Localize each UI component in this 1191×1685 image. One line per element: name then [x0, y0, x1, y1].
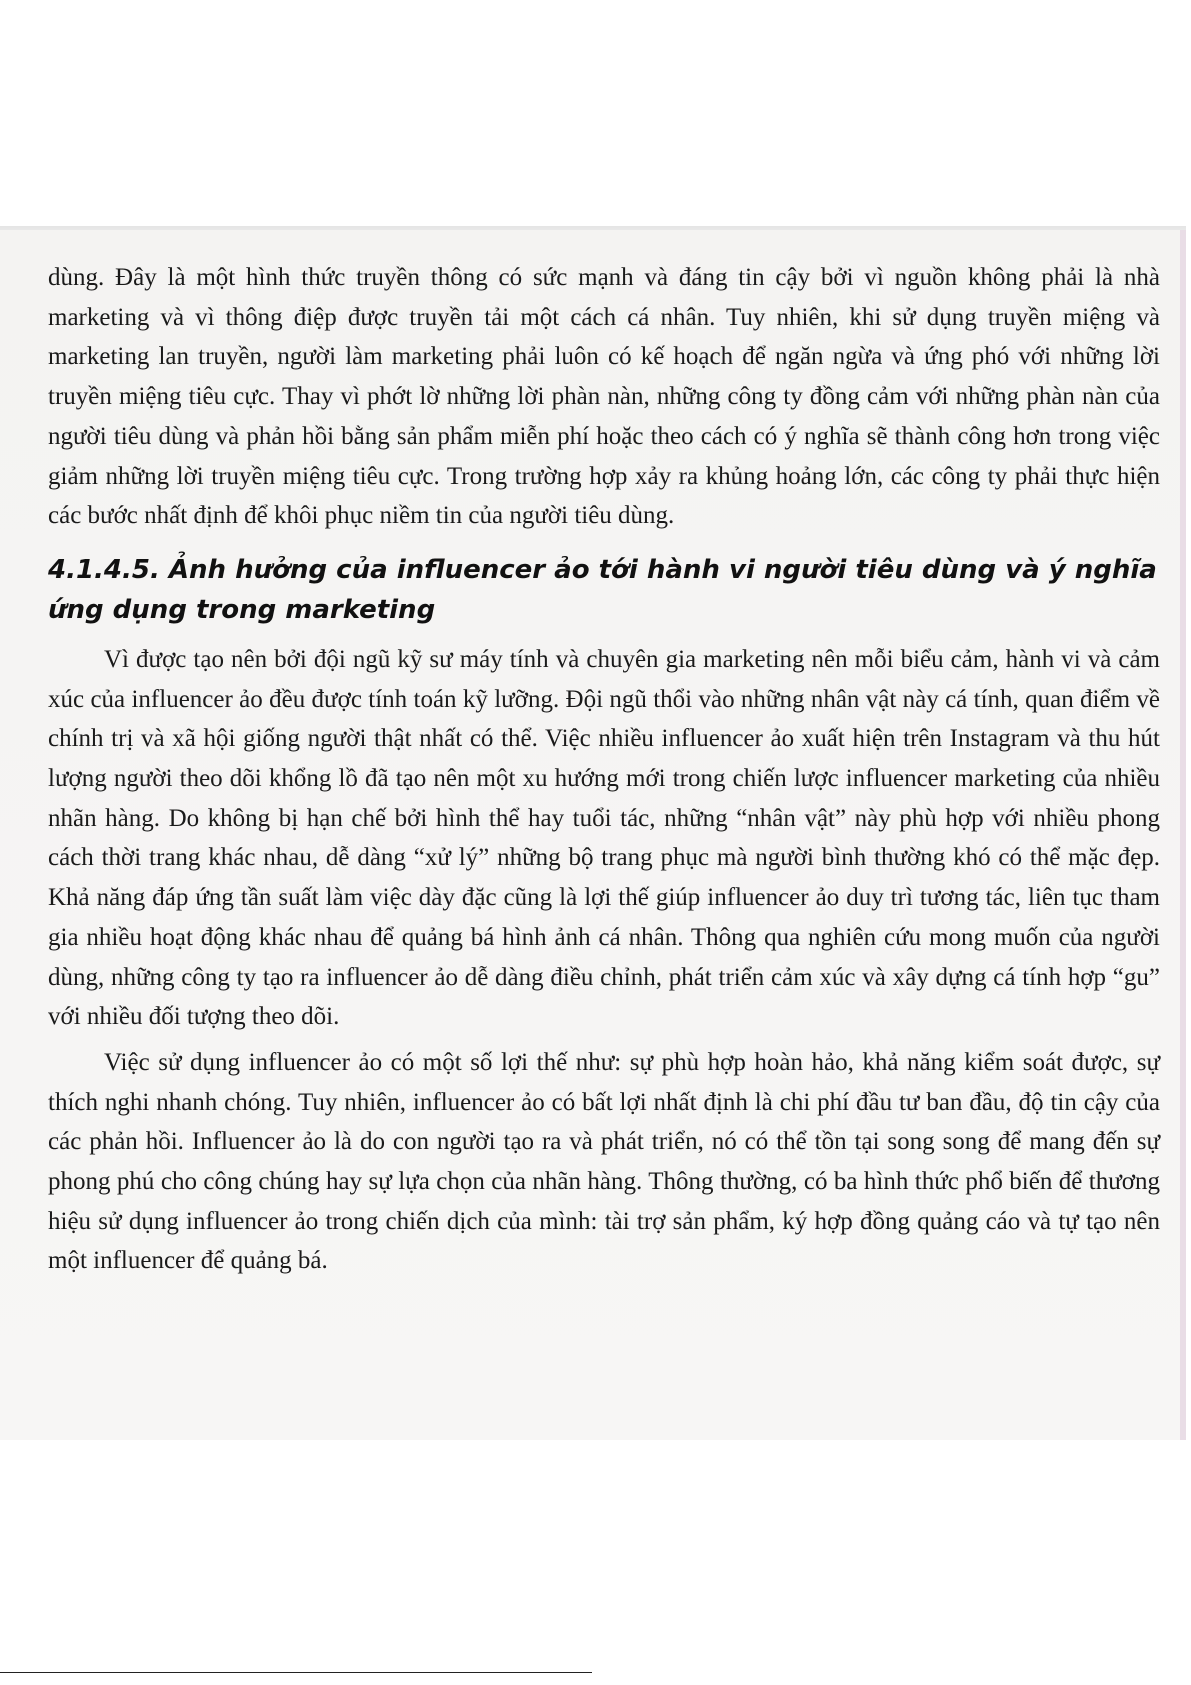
section-heading: 4.1.4.5. Ảnh hưởng của influencer ảo tới hành vi người tiêu dùng và ý nghĩa ứng dụng trong marketing	[48, 554, 1157, 625]
document-body	[48, 258, 1160, 1281]
paragraph-continuation: dùng. Đây là một hình thức truyền thông có sức mạnh và đáng tin cậy bởi vì nguồn không phải là nhà marketing và vì thông điệp được truyền tải một cách cá nhân. Tuy nhiên, khi sử dụng truyền miệng và marketing lan truyền, người làm marketing phải luôn có kế hoạch để ngăn ngừa và ứng phó với những lời truyền miệng tiêu cực. Thay vì phớt lờ những lời phàn nàn, những công ty đồng cảm với những phàn nàn của người tiêu dùng và phản hồi bằng sản phẩm miễn phí hoặc theo cách có ý nghĩa sẽ thành công hơn trong việc giảm những lời truyền miệng tiêu cực. Trong trường hợp xảy ra khủng hoảng lớn, các công ty phải thực hiện các bước nhất định để khôi phục niềm tin của người tiêu dùng.	[48, 264, 1160, 530]
footnote-rule	[0, 1672, 592, 1673]
page-edge-right	[1180, 230, 1186, 1440]
paragraph-virtual-influencer-advantages: Việc sử dụng influencer ảo có một số lợi thế như: sự phù hợp hoàn hảo, khả năng kiểm soát được, sự thích nghi nhanh chóng. Tuy nhiên, influencer ảo có bất lợi nhất định là chi phí đầu tư ban đầu, độ tin cậy của các phản hồi. Influencer ảo là do con người tạo ra và phát triển, nó có thể tồn tại song song để mang đến sự phong phú cho công chúng hay sự lựa chọn của nhãn hàng. Thông thường, có ba hình thức phổ biến để thương hiệu sử dụng influencer ảo trong chiến dịch của mình: tài trợ sản phẩm, ký hợp đồng quảng cáo và tự tạo nên một influencer để quảng bá.	[48, 1048, 1160, 1275]
paragraph-virtual-influencer-behavior: Vì được tạo nên bởi đội ngũ kỹ sư máy tính và chuyên gia marketing nên mỗi biểu cảm, hành vi và cảm xúc của influencer ảo đều được tính toán kỹ lưỡng. Đội ngũ thổi vào những nhân vật này cá tính, quan điểm về chính trị và xã hội giống người thật nhất có thể. Việc nhiều influencer ảo xuất hiện trên Instagram và thu hút lượng người theo dõi khổng lồ đã tạo nên một xu hướng mới trong chiến lược influencer marketing của nhiều nhãn hàng. Do không bị hạn chế bởi hình thể hay tuổi tác, những “nhân vật” này phù hợp với nhiều phong cách thời trang khác nhau, dễ dàng “xử lý” những bộ trang phục mà người bình thường khó có thể mặc đẹp. Khả năng đáp ứng tần suất làm việc dày đặc cũng là lợi thế giúp influencer ảo duy trì tương tác, liên tục tham gia nhiều hoạt động khác nhau để quảng bá hình ảnh cá nhân. Thông qua nghiên cứu mong muốn của người dùng, những công ty tạo ra influencer ảo dễ dàng điều chỉnh, phát triển cảm xúc và xây dựng cá tính hợp “gu” với nhiều đối tượng theo dõi.	[48, 645, 1160, 1031]
